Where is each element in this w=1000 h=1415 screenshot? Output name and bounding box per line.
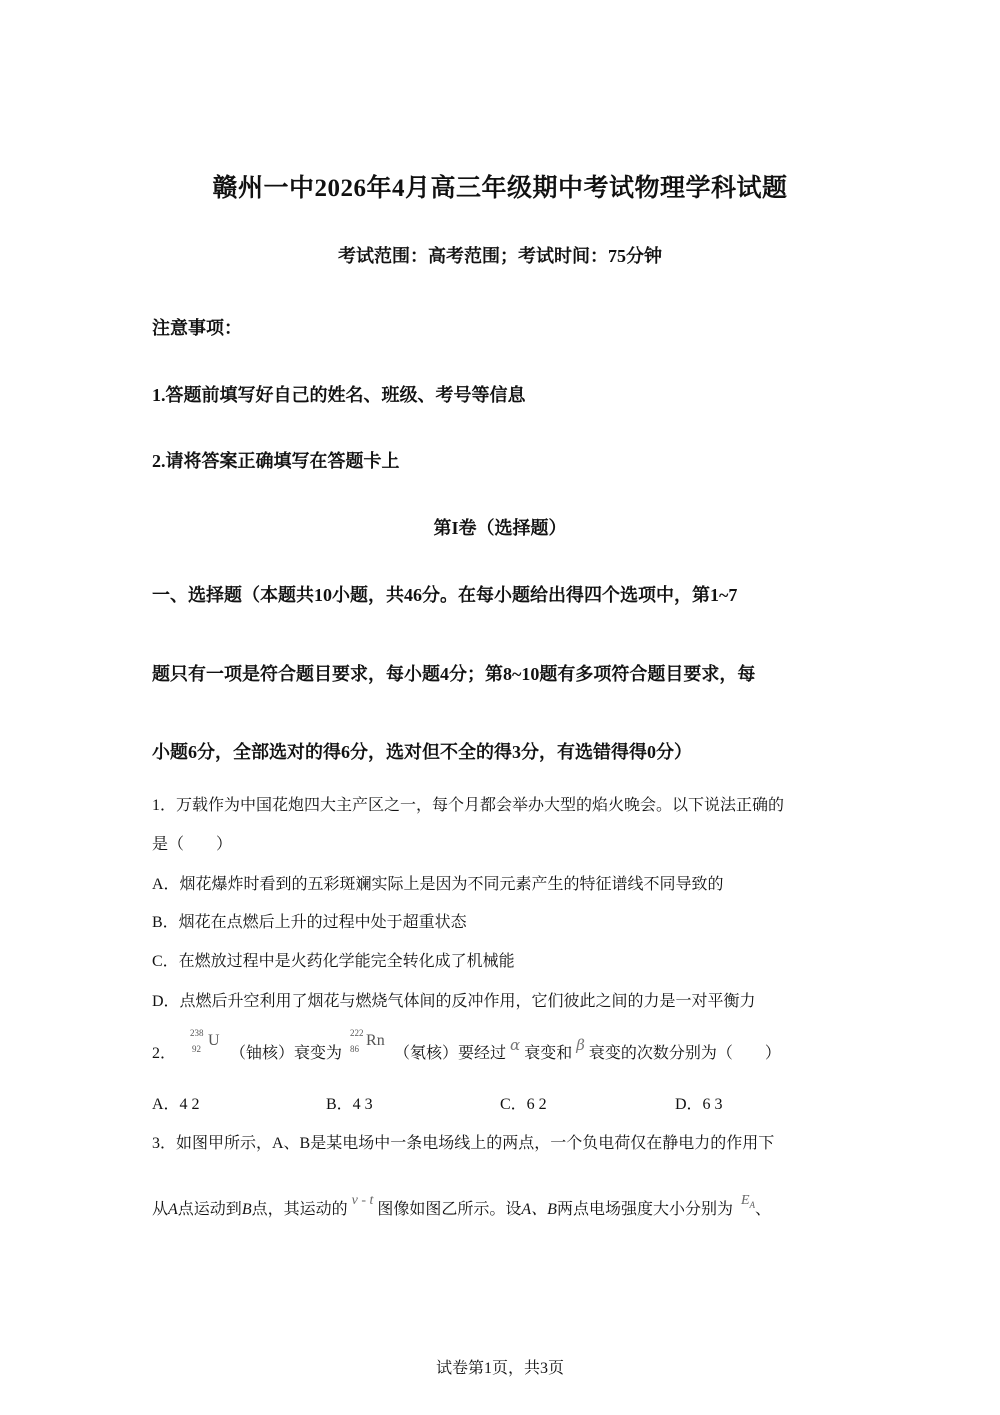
radon-symbol: Rn [366,1032,385,1049]
field-a-subscript: A [749,1199,756,1210]
exam-info: 考试范围：高考范围；考试时间：75分钟 [338,246,662,266]
uranium-symbol: U [208,1032,220,1049]
points-ab-label: A、B [521,1201,557,1218]
uranium-nuclide [180,1028,226,1060]
q2-option-c: C．6 2 [500,1096,547,1113]
notice-item-2: 2.请将答案正确填写在答题卡上 [152,451,400,471]
point-a-label: A [168,1201,178,1218]
beta-symbol: β [576,1036,585,1054]
q2-text-3: 衰变和 [524,1045,573,1062]
q3-stem-line-2 [152,1193,772,1220]
q2-number: 2． [152,1045,177,1062]
q2-text-2: （氡核）要经过 [394,1045,507,1062]
q3-text-g: 、 [755,1201,772,1218]
uranium-mass-number: 238 [190,1028,204,1038]
uranium-atomic-number: 92 [192,1044,202,1054]
page-title: 赣州一中2026年4月高三年级期中考试物理学科试题 [212,175,788,202]
field-strength-ea [741,1193,755,1208]
q3-text-c: 点，其运动的 [251,1201,348,1218]
section-title: 第I卷（选择题） [433,518,567,538]
q1-stem-line-1: 1．万载作为中国花炮四大主产区之一，每个月都会举办大型的焰火晚会。以下说法正确的 [152,797,785,814]
v-t-symbol: v - t [351,1193,374,1208]
point-b-label: B [241,1201,252,1218]
q3-text-a: 从 [152,1201,169,1218]
alpha-symbol: α [510,1036,521,1054]
q2-option-a: A．4 2 [152,1096,200,1113]
q3-stem-line-1: 3．如图甲所示，A、B是某电场中一条电场线上的两点，一个负电荷仅在静电力的作用下 [152,1135,775,1152]
q2-text-4: 衰变的次数分别为（ ） [588,1045,781,1062]
q1-option-d: D．点燃后升空利用了烟花与燃烧气体间的反冲作用，它们彼此之间的力是一对平衡力 [152,993,756,1010]
q3-text-d: 图像如图乙所示。设 [377,1201,522,1218]
q3-text-f: 两点电场强度大小分别为 [556,1201,733,1218]
q1-stem-line-2: 是（ ） [152,836,233,853]
q1-option-b: B．烟花在点燃后上升的过程中处于超重状态 [152,914,467,931]
q2-stem [152,1028,781,1063]
page-footer: 试卷第1页，共3页 [435,1360,564,1377]
part-heading-line-1: 一、选择题（本题共10小题，共46分。在每小题给出得四个选项中，第1~7 [152,585,738,605]
radon-atomic-number: 86 [350,1044,360,1054]
notice-item-1: 1.答题前填写好自己的姓名、班级、考号等信息 [152,385,526,405]
q2-text-1: （铀核）衰变为 [230,1045,343,1062]
field-e-symbol: E [740,1193,750,1208]
q1-option-a: A．烟花爆炸时看到的五彩斑斓实际上是因为不同元素产生的特征谱线不同导致的 [152,876,724,893]
radon-nuclide [346,1028,390,1060]
q1-option-c: C．在燃放过程中是火药化学能完全转化成了机械能 [152,953,515,970]
q3-text-b: 点运动到 [177,1201,242,1218]
q2-option-d: D．6 3 [675,1096,723,1113]
part-heading-line-2: 题只有一项是符合题目要求，每小题4分；第8~10题有多项符合题目要求，每 [152,664,756,684]
part-heading-line-3: 小题6分，全部选对的得6分，选对但不全的得3分，有选错得得0分） [152,742,692,762]
notice-heading: 注意事项： [152,318,242,338]
radon-mass-number: 222 [350,1028,364,1038]
q2-option-b: B．4 3 [326,1096,373,1113]
